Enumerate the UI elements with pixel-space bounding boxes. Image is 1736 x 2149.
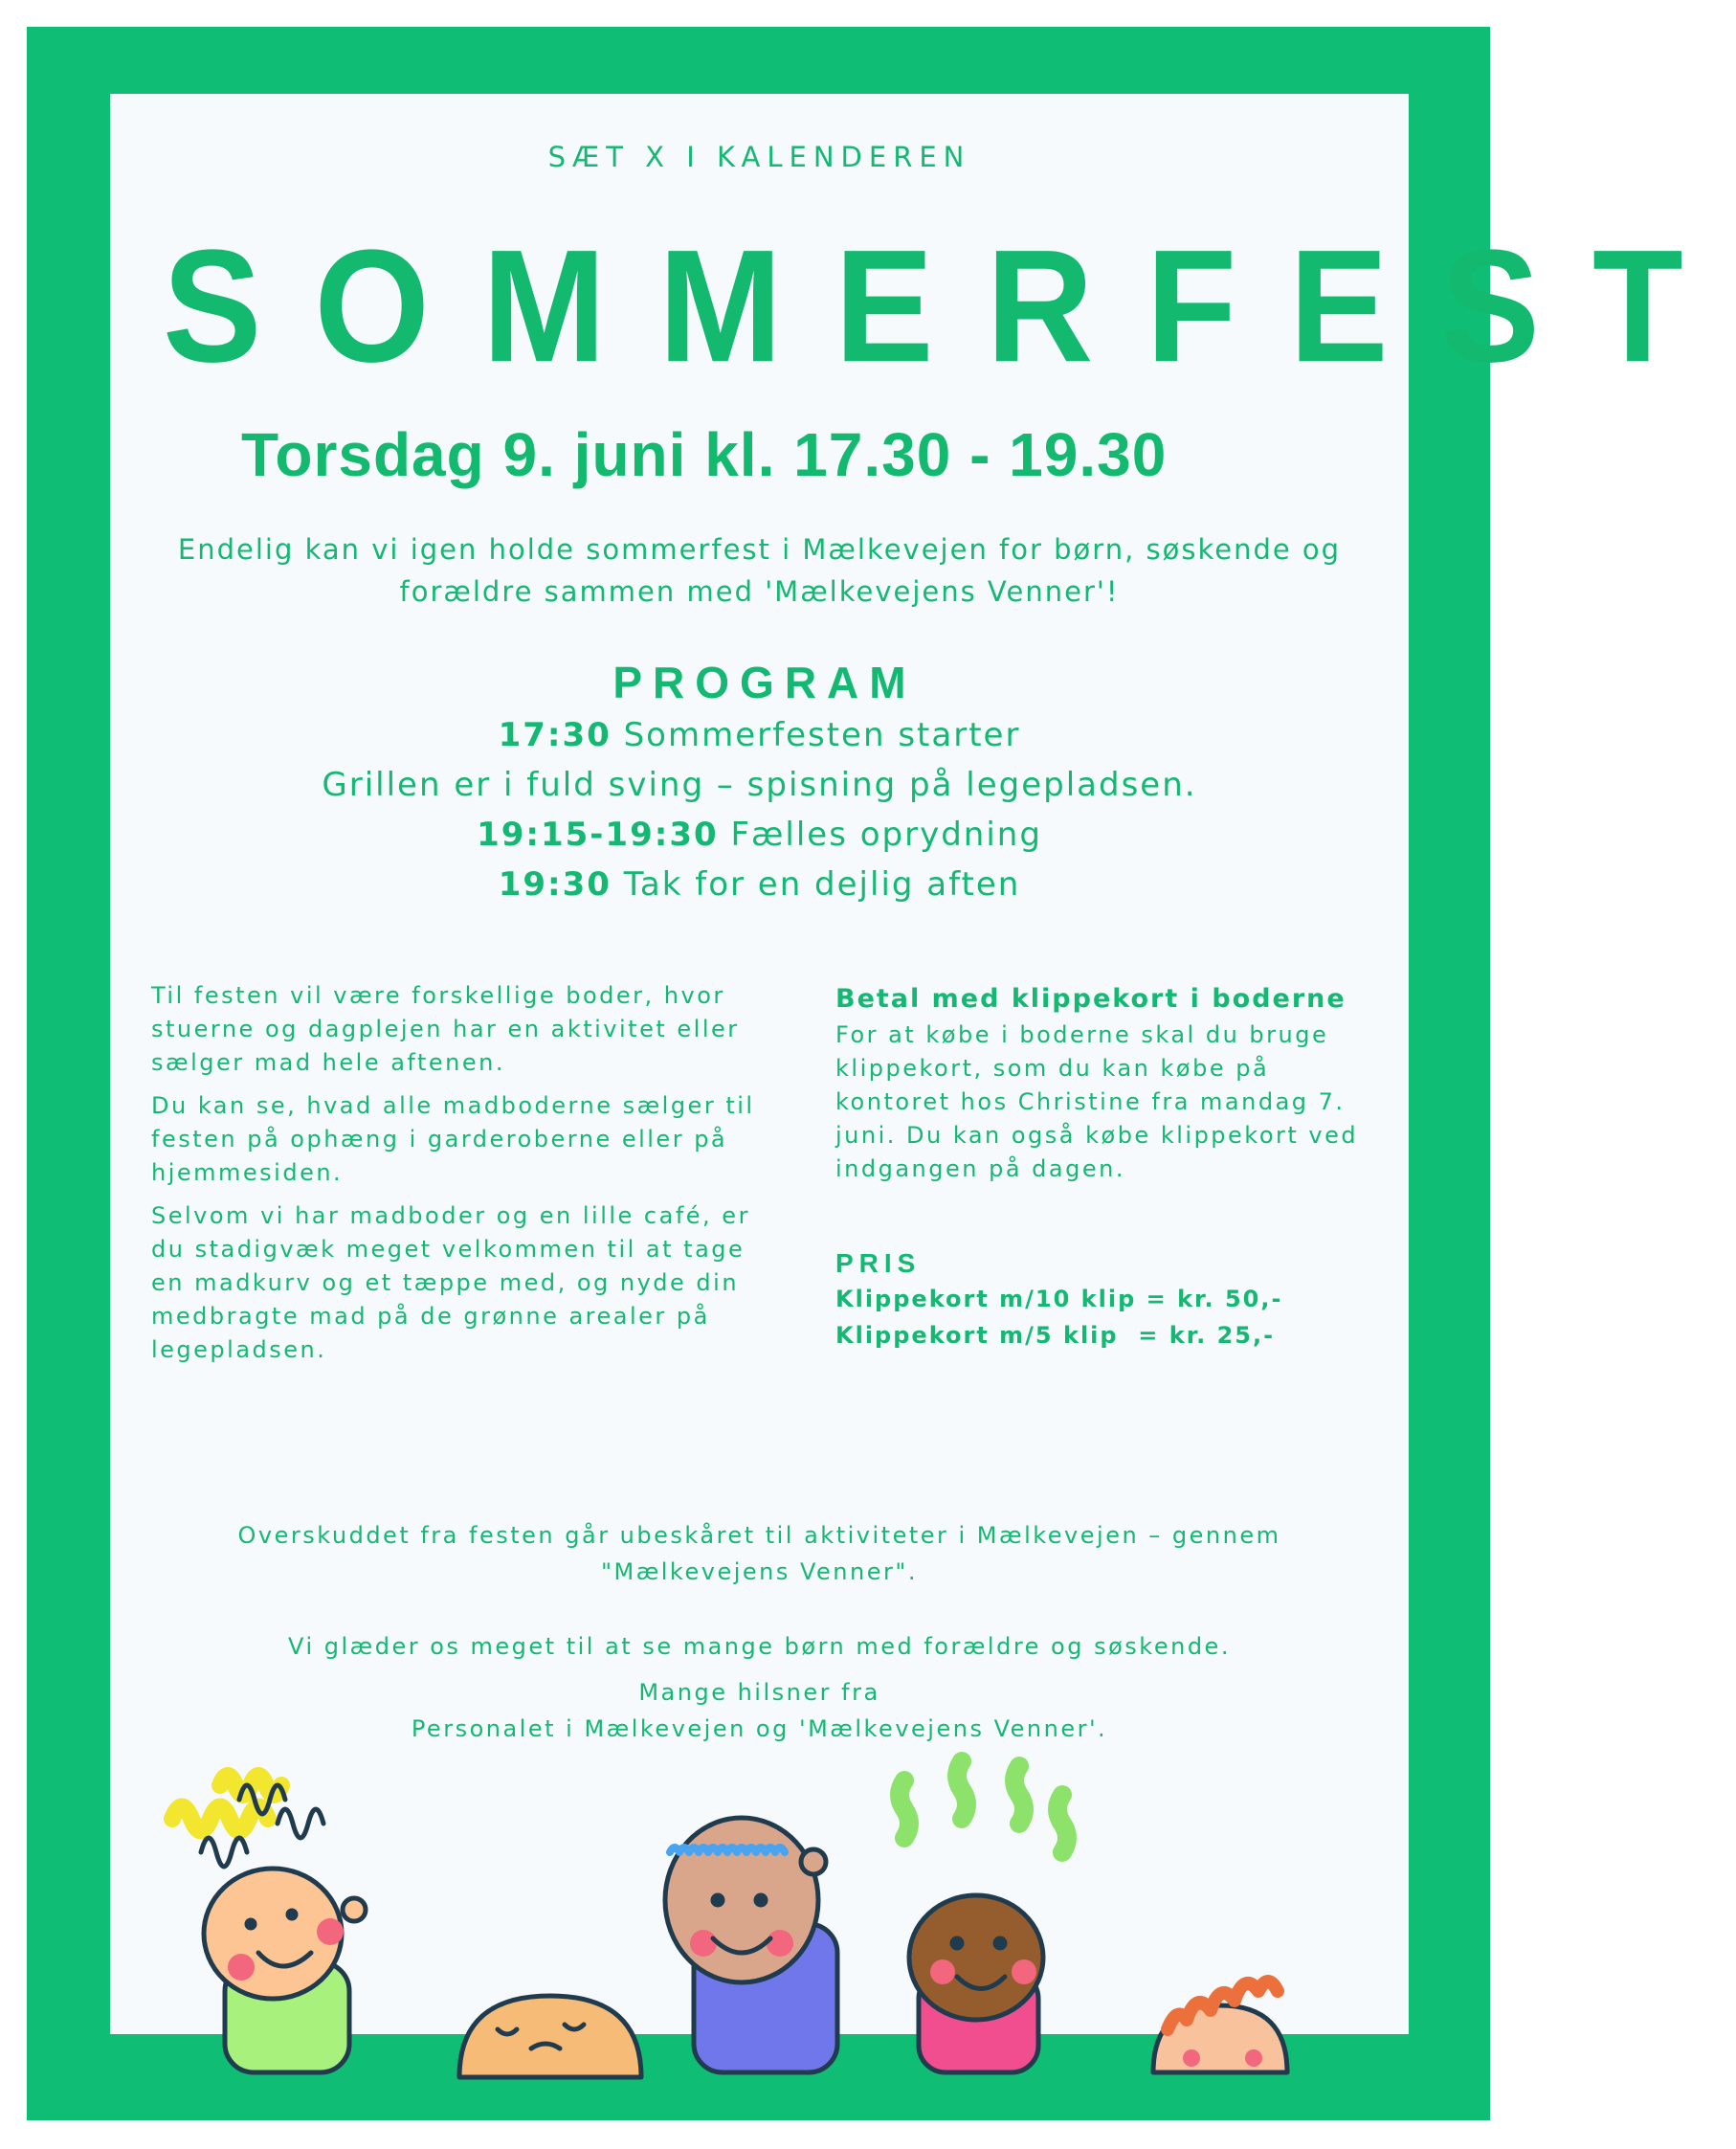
footer-line-1: Overskuddet fra festen går ubeskåret til aktiviteter i Mælkevejen – gennem	[237, 1522, 1281, 1549]
program-time: 17:30	[498, 716, 612, 754]
footer-line-4: Mange hilsner fra	[638, 1679, 880, 1706]
program-text: Tak for en dejlig aften	[611, 865, 1021, 904]
pris-line-2: Klippekort m/5 klip = kr. 25,-	[835, 1322, 1276, 1349]
kid-hidden-icon	[459, 1996, 641, 2077]
pris-line-1: Klippekort m/10 klip = kr. 50,-	[835, 1286, 1283, 1312]
poster-title: SOMMERFEST	[163, 216, 1736, 395]
klippekort-text: For at købe i boderne skal du bruge klippekort, som du kan købe på kontoret hos Christine fra mandag 7. juni. Du kan også købe klippekort ved indgangen på dagen.	[835, 1021, 1359, 1182]
program-time: 19:15-19:30	[477, 816, 719, 854]
footer-line-5: Personalet i Mælkevejen og 'Mælkevejens Venner'.	[411, 1715, 1108, 1742]
footer-line-3: Vi glæder os meget til at se mange børn med forældre og søskende.	[288, 1633, 1231, 1660]
event-date: Torsdag 9. juni kl. 17.30 - 19.30	[241, 420, 1168, 489]
program-heading: PROGRAM	[612, 658, 917, 707]
kid-green-hair-icon	[900, 1761, 1067, 2072]
kid-blue-icon	[665, 1818, 837, 2072]
left-paragraph-1: Til festen vil være forskellige boder, hvor stuerne og dagplejen har en aktivitet eller sælger mad hele aftenen.	[151, 982, 740, 1076]
intro-text: Endelig kan vi igen holde sommerfest i Mælkevejen for børn, søskende og forældre sammen med 'Mælkevejens Venner'!	[177, 533, 1342, 608]
kicker-text: SÆT X I KALENDEREN	[547, 141, 971, 173]
klippekort-heading: Betal med klippekort i boderne	[835, 984, 1347, 1014]
pris-heading: PRIS	[835, 1248, 922, 1278]
left-paragraph-3: Selvom vi har madboder og en lille café, er du stadigvæk meget velkommen til at tage en madkurv og et tæppe med, og nyde din medbragte mad på de grønne arealer på legepladsen.	[151, 1202, 750, 1363]
left-paragraph-2: Du kan se, hvad alle madboderne sælger til festen på ophæng i garderoberne eller på hjemmesiden.	[151, 1092, 755, 1186]
program-time: 19:30	[498, 865, 612, 904]
program-text: Fælles oprydning	[718, 816, 1042, 854]
program-text: Grillen er i fuld sving – spisning på legepladsen.	[322, 766, 1197, 804]
footer-line-2: "Mælkevejens Venner".	[600, 1558, 919, 1585]
kid-blonde-icon	[172, 1776, 366, 2072]
kid-red-hair-icon	[1153, 1981, 1287, 2072]
program-text: Sommerfesten starter	[611, 716, 1021, 754]
